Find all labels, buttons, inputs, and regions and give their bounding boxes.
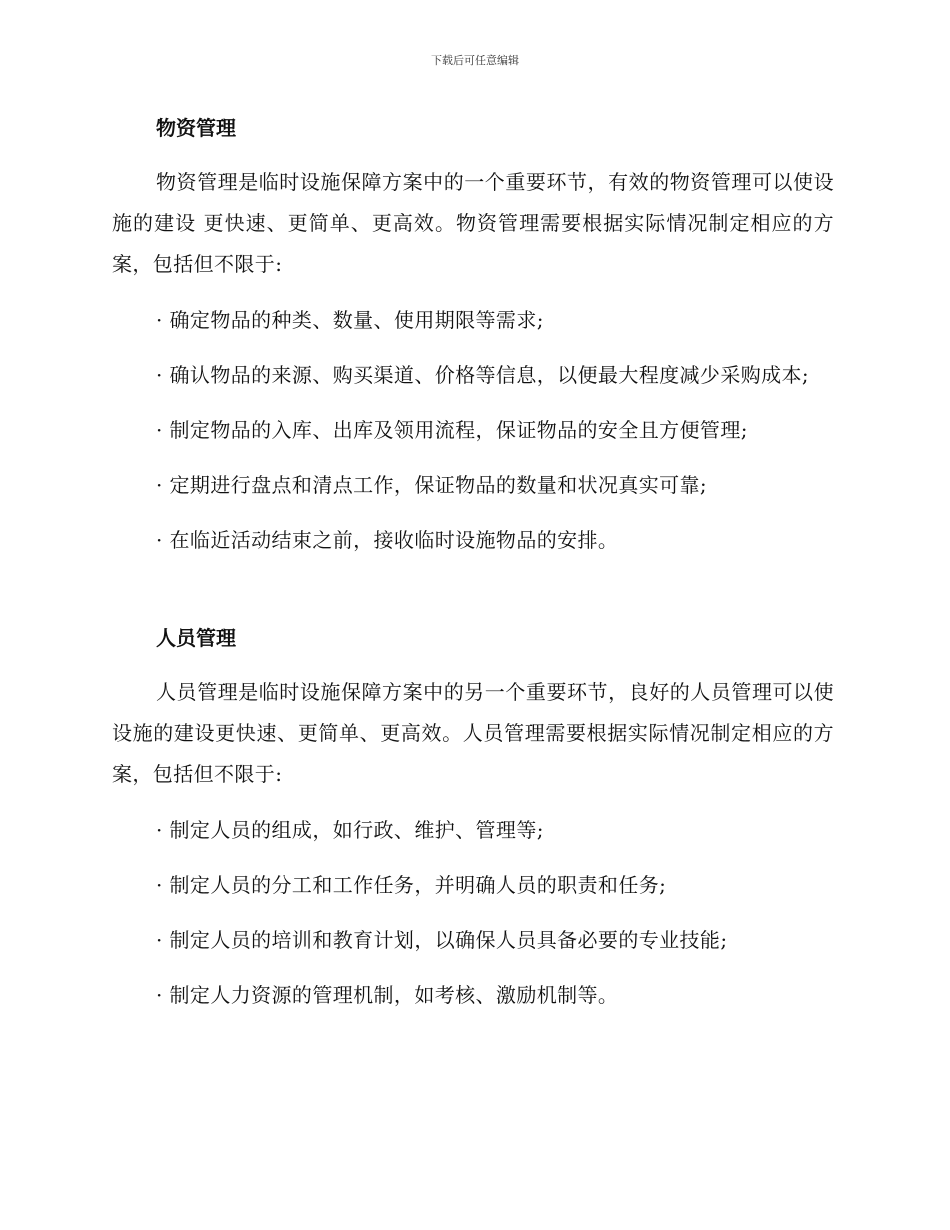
section-intro: 人员管理是临时设施保障方案中的另一个重要环节，良好的人员管理可以使设施的建设更快速、更简单、更高效。人员管理需要根据实际情况制定相应的方案，包括但不限于: [112,680,834,786]
list-item: · 确定物品的种类、数量、使用期限等需求; [156,308,544,332]
section-intro: 物资管理是临时设施保障方案中的一个重要环节，有效的物资管理可以使设施的建设 更快速、更简单、更高效。物资管理需要根据实际情况制定相应的方案，包括但不限于: [112,170,834,276]
section-personnel-bullets [112,810,834,1016]
section-materials-intro-block [112,162,834,285]
list-item: · 制定人员的培训和教育计划，以确保人员具备必要的专业技能; [156,928,728,952]
list-item: · 制定人力资源的管理机制，如考核、激励机制等。 [156,983,619,1007]
section-materials-bullets [112,300,834,561]
section-personnel-intro-block [112,672,834,795]
list-item: · 定期进行盘点和清点工作，保证物品的数量和状况真实可靠; [156,473,708,497]
section-heading: 物资管理 [156,116,236,140]
section-materials-heading-block [112,114,834,142]
list-item: · 制定人员的组成，如行政、维护、管理等; [156,818,544,842]
list-item: · 在临近活动结束之前，接收临时设施物品的安排。 [156,528,619,552]
list-item: · 确认物品的来源、购买渠道、价格等信息，以便最大程度减少采购成本; [156,363,810,387]
section-heading: 人员管理 [156,626,236,650]
list-item: · 制定人员的分工和工作任务，并明确人员的职责和任务; [156,873,667,897]
list-item: · 制定物品的入库、出库及领用流程，保证物品的安全且方便管理; [156,418,748,442]
section-personnel-heading-block [112,624,834,652]
header-note: 下载后可任意编辑 [431,54,519,67]
